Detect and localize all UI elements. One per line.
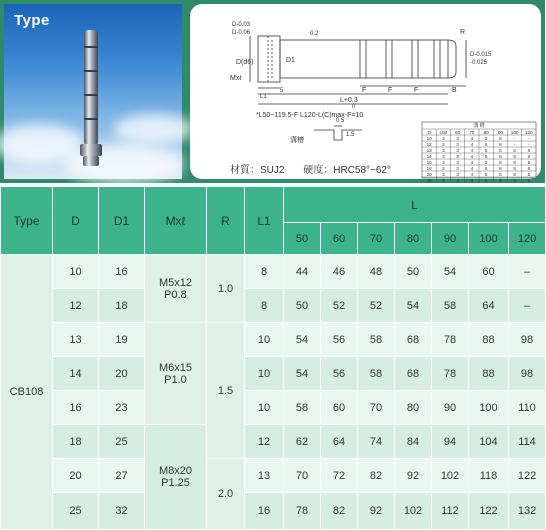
thread-pitch: P1.0 [164,373,187,386]
groove-table-cell: 6 [499,142,502,147]
type-heading: Type [14,12,50,29]
d-cell: 14 [53,357,99,391]
thread-pitch: P0.8 [164,288,187,301]
col-mxl: Mxℓ [145,187,207,255]
col-l-60: 60 [321,223,358,255]
l-value-cell: 88 [469,323,509,357]
l-value-cell: 94 [432,425,469,459]
l-value-cell: 92 [395,459,432,493]
groove-table-cell: 3 [442,136,445,141]
groove-table-header-cell: 80 [483,130,489,135]
l-value-cell: 56 [321,357,358,391]
d-cell: 20 [53,459,99,493]
table-row [1,425,546,459]
col-l: L [284,187,546,223]
spec-table [0,186,546,530]
l-tolerance-sub: 0 [352,104,356,110]
l-value-cell: – [509,255,546,289]
groove-table-cell: 3 [456,142,459,147]
groove-table-title: 溝 槽 [473,123,485,129]
groove-table-cell: - [513,136,516,141]
thread-size: M8x20 [158,465,193,477]
l-value-cell: 54 [395,289,432,323]
l-value-cell: 56 [321,323,358,357]
d-cell: 25 [53,493,99,530]
d1-cell: 20 [99,357,145,391]
l1-cell: 10 [245,323,284,357]
groove-table-cell: 5 [484,166,488,171]
l1-cell: 13 [245,459,284,493]
thread-cell [145,255,207,323]
groove-table-cell: 6 [527,178,531,183]
table-row [1,391,546,425]
l-value-cell: 72 [321,459,358,493]
l-value-cell: 78 [432,323,469,357]
l1-cell: 8 [245,255,284,289]
groove-table-cell: 3 [456,148,459,153]
groove-table-cell: 12 [426,142,432,147]
d-cell: 12 [53,289,99,323]
col-l-90: 90 [432,223,469,255]
l-value-cell: 52 [321,289,358,323]
top-offset-label: 0.2 [310,31,319,37]
table-row [1,289,546,323]
l-value-cell: 100 [469,391,509,425]
r-cell: 1.5 [207,323,245,459]
groove-table-cell: 5 [484,142,488,147]
groove-table-cell: 16 [426,160,432,165]
l-value-cell: 64 [321,425,358,459]
technical-drawing [190,4,541,183]
d-tolerance-label-2: D-0.06 [232,30,251,36]
type-cell: CB108 [1,255,53,530]
groove-table-cell: 3 [442,178,445,183]
table-row [1,255,546,289]
groove-table-cell: 6 [513,154,516,159]
groove-table-cell: 4 [470,154,474,159]
d1-cell: 18 [99,289,145,323]
groove-table-header-cell: 70 [469,130,475,135]
groove-table-cell: 6 [499,154,502,159]
thread-size: M5x12 [158,276,193,289]
l-value-cell: 82 [321,493,358,530]
d1-cell: 23 [99,391,145,425]
l-value-cell: 70 [358,391,395,425]
groove-table-cell: 6 [527,160,531,165]
groove-table-header-cell: 120 [525,130,533,135]
l-value-cell: 118 [469,459,509,493]
l-value-cell: 48 [358,255,395,289]
l-value-cell: 68 [395,323,432,357]
l-value-cell: 58 [358,357,395,391]
l-value-cell: 122 [469,493,509,530]
l1-cell: 8 [245,289,284,323]
groove-table-cell: 5 [484,154,488,159]
groove-table-cell: 6 [499,136,502,141]
groove-table-cell: 6 [513,160,516,165]
groove-table-cell: 4 [470,148,474,153]
d-cell: 13 [53,323,99,357]
groove-table-cell: 4 [470,136,474,141]
l-value-cell: 52 [358,289,395,323]
groove-table-cell: - [528,136,530,141]
l-value-cell: 64 [469,289,509,323]
groove-table-cell: 3 [456,178,459,183]
d1-cell: 16 [99,255,145,289]
groove-table-cell: 5 [484,136,488,141]
col-l-70: 70 [358,223,395,255]
groove-table-cell: 3 [442,148,445,153]
thread-size: M6x15 [158,361,193,374]
groove-table-header-cell: 100 [510,130,519,135]
groove-table-cell: 4 [470,160,474,165]
l-value-cell: 54 [432,255,469,289]
l-value-cell: 114 [509,425,546,459]
groove-table-cell: 6 [527,166,531,171]
table-row [1,459,546,493]
groove-table-cell: 6 [499,148,502,153]
l-value-cell: – [509,289,546,323]
d-cell: 16 [53,391,99,425]
l-value-cell: 80 [395,391,432,425]
l-tolerance-label: L+0.3 [340,97,358,104]
col-l-100: 100 [469,223,509,255]
groove-table-cell: 6 [513,148,516,153]
l-value-cell: 50 [395,255,432,289]
thread-cell [145,425,207,530]
l-value-cell: 90 [432,391,469,425]
groove-table-cell: 10 [426,136,432,141]
d1-label: D1 [286,57,295,64]
d1-cell: 25 [99,425,145,459]
d1-cell: 32 [99,493,145,530]
l-value-cell: 78 [284,493,321,530]
col-d: D [53,187,99,255]
l-value-cell: 98 [509,323,546,357]
groove-table-cell: - [513,142,516,147]
groove-depth: 0.5 [336,118,345,124]
length-note: *L50~119.5-F L120-L(C)max-F=10 [256,112,364,119]
groove-table-cell: 14 [426,154,432,159]
l-value-cell: 112 [432,493,469,530]
thread-label: Mxℓ [230,75,242,82]
groove-table-cell: 25 [426,178,432,183]
r-label: R [460,29,466,36]
thread-cell [145,323,207,425]
l-value-cell: 62 [284,425,321,459]
l-value-cell: 58 [432,289,469,323]
five-label: 5 [280,88,284,94]
groove-table-cell: 4 [470,142,474,147]
groove-table-cell: 5 [484,160,488,165]
l-value-cell: 84 [395,425,432,459]
l1-label: L1 [260,94,267,100]
groove-table-cell: 3 [456,166,459,171]
l1-cell: 16 [245,493,284,530]
groove-table-cell: 20 [426,172,432,177]
groove-table-cell: 3 [442,142,445,147]
right-tolerance-label: D-0.015 [470,52,492,58]
f-label-1: F [362,87,367,94]
col-l-80: 80 [395,223,432,255]
groove-table-cell: 4 [470,172,474,177]
l-value-cell: 102 [395,493,432,530]
diameter-label: D(d6) [236,59,254,66]
groove-table-cell: 6 [527,154,531,159]
groove-table-cell: 6 [513,172,516,177]
l-value-cell: 110 [509,391,546,425]
groove-table-header-cell: 90 [497,130,503,135]
groove-table-cell: 6 [499,172,502,177]
groove-table-cell: 6 [499,160,502,165]
col-l1: L1 [245,187,284,255]
l1-cell: 10 [245,391,284,425]
groove-table-cell: - [528,142,530,147]
col-r: R [207,187,245,255]
top-banner [0,0,545,183]
d1-cell: 27 [99,459,145,493]
material-label: 材質：SUJ2 [230,165,285,176]
groove-table-cell: 5 [484,178,488,183]
l-value-cell: 58 [358,323,395,357]
l-value-cell: 60 [321,391,358,425]
material-line [230,161,407,176]
r-cell: 2.0 [207,459,245,530]
col-l-50: 50 [284,223,321,255]
groove-table-header-cell: L50 [439,130,448,135]
l-value-cell: 88 [469,357,509,391]
l-value-cell: 78 [432,357,469,391]
guide-pin-image [80,30,102,168]
groove-table-cell: 5 [484,148,488,153]
col-type: Type [1,187,53,255]
l1-cell: 12 [245,425,284,459]
groove-table-header-cell: 60 [455,130,461,135]
d1-cell: 19 [99,323,145,357]
groove-table-cell: 13 [426,148,432,153]
groove-table-cell: 3 [442,154,445,159]
l-value-cell: 68 [395,357,432,391]
groove-label: 溝槽 [290,137,304,144]
groove-table-cell: 4 [470,166,474,171]
l-value-cell: 104 [469,425,509,459]
groove-table-cell: 3 [442,172,445,177]
l-value-cell: 122 [509,459,546,493]
product-photo [4,4,182,179]
groove-table-cell: 6 [499,178,502,183]
table-row [1,323,546,357]
l-value-cell: 60 [469,255,509,289]
l-value-cell: 132 [509,493,546,530]
groove-table-cell: 3 [442,160,445,165]
groove-table-cell: 6 [527,148,531,153]
groove-table-cell: 3 [442,166,445,171]
l-value-cell: 46 [321,255,358,289]
groove-table-cell: 5 [484,172,488,177]
groove-table-cell: 6 [513,166,516,171]
hardness-label: 硬度：HRC58°~62° [303,165,391,176]
col-d1: D1 [99,187,145,255]
d-cell: 18 [53,425,99,459]
groove-table-cell: 3 [456,172,459,177]
f-label-3: F [414,87,419,94]
groove-table [422,122,536,183]
groove-table-header-cell: D [427,130,431,135]
l-value-cell: 50 [284,289,321,323]
groove-table-cell: 6 [527,172,531,177]
table-row [1,493,546,530]
l-value-cell: 54 [284,323,321,357]
b-label: B [452,87,457,94]
r-cell: 1.0 [207,255,245,323]
groove-table-cell: 18 [426,166,432,171]
groove-table-cell: 3 [456,154,459,159]
l-value-cell: 92 [358,493,395,530]
groove-width: 1.5 [346,132,355,138]
l-value-cell: 74 [358,425,395,459]
groove-table-cell: 4 [470,178,474,183]
d-cell: 10 [53,255,99,289]
groove-table-cell: 6 [499,166,502,171]
l-value-cell: 70 [284,459,321,493]
l-value-cell: 98 [509,357,546,391]
groove-table-cell: 6 [513,178,516,183]
right-tolerance-label-2: -0.025 [470,60,488,66]
f-label-2: F [388,87,393,94]
l-value-cell: 44 [284,255,321,289]
l-value-cell: 54 [284,357,321,391]
table-row [1,357,546,391]
l-value-cell: 102 [432,459,469,493]
thread-pitch: P1.25 [161,477,190,489]
groove-table-cell: 3 [456,136,459,141]
col-l-120: 120 [509,223,546,255]
l1-cell: 10 [245,357,284,391]
l-value-cell: 82 [358,459,395,493]
l-value-cell: 58 [284,391,321,425]
d-tolerance-label: D-0.03 [232,22,251,28]
groove-table-cell: 3 [456,160,459,165]
